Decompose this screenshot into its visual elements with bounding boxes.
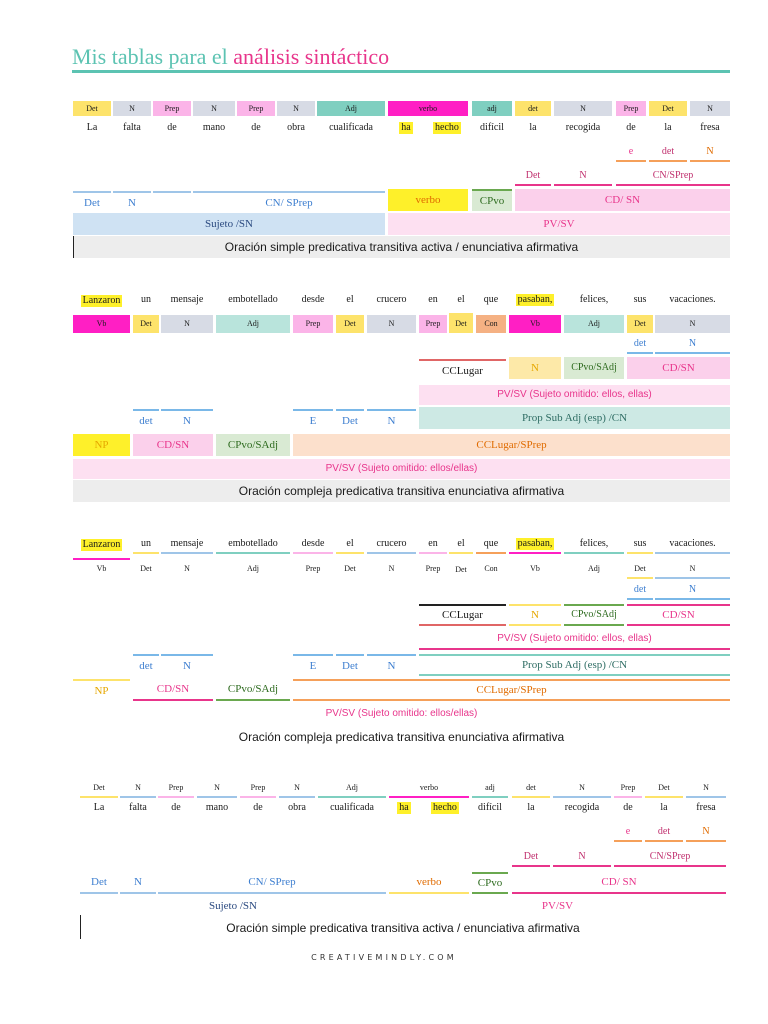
tag-cell: Prep	[419, 315, 447, 333]
analysis-cell: CD/SN	[133, 434, 213, 456]
analysis-cell: Det	[515, 168, 551, 186]
word-cell: cualificada	[329, 122, 373, 133]
analysis-cell: det	[645, 824, 683, 842]
tag-cell: N	[193, 101, 235, 116]
tag-cell: N	[388, 564, 395, 573]
footer-brand: CREATIVEMINDLY.COM	[311, 953, 457, 962]
word-cell: el	[346, 294, 354, 305]
tag-cell: Vb	[509, 315, 561, 333]
word-cell: Lanzaron	[73, 532, 130, 560]
word-cell: en	[428, 294, 438, 305]
tag-cell: Det	[140, 564, 152, 573]
analysis-cell: CPvo/SAdj	[564, 357, 624, 379]
analysis-cell: N	[161, 654, 213, 676]
title-plain: Mis tablas para el	[72, 44, 234, 69]
analysis-cell: verbo	[388, 189, 468, 211]
analysis-cell: CN/ SPrep	[193, 191, 385, 213]
word-cell: fresa	[700, 122, 720, 133]
tag-cell: Det	[344, 564, 356, 573]
tag-cell: Det	[627, 561, 653, 579]
word-cell: falta	[123, 122, 141, 133]
word-cell: recogida	[564, 802, 600, 813]
analysis-cell: det	[133, 654, 159, 676]
word-cell: pasaban,	[517, 294, 553, 305]
word-cell: obra	[287, 122, 305, 133]
word-cell: de	[626, 122, 636, 133]
analysis-cell: CN/SPrep	[614, 849, 726, 867]
word-cell: felices,	[564, 536, 624, 554]
tag-cell: Det	[336, 315, 364, 333]
tag-cell: adj	[472, 780, 508, 798]
word-cell: que	[476, 536, 506, 554]
analysis-cell: N	[686, 824, 726, 842]
word-cell: de	[167, 122, 177, 133]
tag-cell: Prep	[425, 564, 441, 573]
tag-cell: det	[512, 780, 550, 798]
analysis-cell: N	[655, 582, 730, 600]
analysis-cell: N	[690, 144, 730, 162]
tag-cell: N	[161, 315, 213, 333]
analysis-cell: Det	[336, 654, 364, 676]
word-cell: pasaban,	[509, 536, 561, 554]
analysis-cell: N	[161, 409, 213, 431]
tag-cell: N	[553, 780, 611, 798]
word-cell: crucero	[367, 536, 416, 554]
tag-cell: Det	[627, 315, 653, 333]
analysis-cell: N	[554, 168, 612, 186]
analysis-cell: N	[367, 654, 416, 676]
word-cell: en	[419, 536, 447, 554]
word-cell: el	[449, 536, 473, 554]
word-cell: hecho	[435, 122, 459, 133]
word-cell: el	[457, 294, 465, 305]
sentence-type: Oración simple predicativa transitiva activa / enunciativa afirmativa	[226, 921, 580, 935]
word-cell: sus	[627, 536, 653, 554]
tag-cell: Adj	[318, 780, 386, 798]
tag-cell: Prep	[305, 564, 321, 573]
analysis-cell: E	[293, 654, 333, 676]
word-cell: vacaciones.	[669, 294, 716, 305]
tag-cell: Adj	[317, 101, 385, 116]
tag-cell: N	[279, 780, 315, 798]
analysis-cell: CPvo/SAdj	[216, 679, 290, 701]
analysis-cell: CN/SPrep	[616, 168, 730, 186]
analysis-cell: det	[627, 336, 653, 354]
analysis-cell: CD/SN	[133, 679, 213, 701]
tag-cell: Prep	[240, 780, 276, 798]
analysis-cell: N	[367, 409, 416, 431]
tag-cell: Det	[455, 564, 467, 574]
word-cell: que	[483, 294, 499, 305]
word-cell: desde	[301, 294, 325, 305]
word-cell: La	[93, 802, 105, 813]
page-title	[72, 44, 389, 70]
tag-cell: Vb	[530, 564, 540, 573]
analysis-cell: N	[120, 872, 156, 894]
tag-cell: Prep	[293, 315, 333, 333]
tag-cell: verbo	[388, 101, 468, 116]
sentence-type: Oración compleja predicativa transitiva enunciativa afirmativa	[238, 730, 565, 744]
word-cell: hecho	[433, 802, 457, 813]
analysis-cell: det	[627, 582, 653, 600]
word-cell: vacaciones.	[655, 536, 730, 554]
word-cell: la	[527, 802, 535, 813]
tag-cell: N	[655, 315, 730, 333]
tag-cell: Det	[80, 780, 118, 798]
analysis-cell: E	[293, 409, 333, 431]
word-cell: difícil	[478, 802, 502, 813]
tag-cell: Det	[449, 313, 473, 333]
analysis-cell: CPvo	[472, 189, 512, 211]
tag-cell: N	[197, 780, 237, 798]
word-cell: la	[529, 122, 537, 133]
analysis-cell: CD/ SN	[512, 872, 726, 894]
analysis-cell: Det	[512, 849, 550, 867]
word-cell: fresa	[696, 802, 716, 813]
word-cell: cualificada	[330, 802, 374, 813]
analysis-cell: CD/ SN	[515, 189, 730, 211]
tag-cell: N	[554, 101, 612, 116]
tag-cell: N	[655, 561, 730, 579]
analysis-cell: Det	[73, 191, 111, 213]
tag-cell: Adj	[588, 564, 600, 573]
tag-cell: N	[367, 315, 416, 333]
analysis-cell: PV/SV (Sujeto omitido: ellos/ellas)	[325, 708, 478, 719]
word-cell: un	[133, 536, 159, 554]
word-cell: la	[660, 802, 668, 813]
tag-cell: N	[113, 101, 151, 116]
word-cell: obra	[288, 802, 306, 813]
tag-cell: Con	[476, 315, 506, 333]
analysis-cell: CCLugar/SPrep	[293, 434, 730, 456]
tag-cell: Adj	[564, 315, 624, 333]
analysis-cell: PV/SV (Sujeto omitido: ellos, ellas)	[419, 630, 730, 650]
word-cell: el	[336, 536, 364, 554]
tag-cell: adj	[472, 101, 512, 116]
analysis-cell: Prop Sub Adj (esp) /CN	[419, 654, 730, 676]
analysis-cell: det	[133, 409, 159, 431]
analysis-cell: CD/SN	[627, 604, 730, 626]
analysis-cell: CN/ SPrep	[158, 872, 386, 894]
word-cell: un	[141, 294, 151, 305]
analysis-cell: PV/SV (Sujeto omitido: ellos, ellas)	[419, 385, 730, 405]
divider	[73, 236, 74, 258]
tag-cell: N	[686, 780, 726, 798]
word-cell: felices,	[579, 294, 609, 305]
analysis-cell: verbo	[389, 872, 469, 894]
word-cell: mensaje	[161, 536, 213, 554]
analysis-cell: PV/SV	[388, 213, 730, 235]
word-cell: de	[251, 122, 261, 133]
analysis-cell: CCLugar/SPrep	[293, 679, 730, 701]
analysis-cell: Det	[80, 872, 118, 894]
analysis-cell: N	[113, 191, 151, 213]
tag-cell: verbo	[389, 780, 469, 798]
tag-cell: Det	[645, 780, 683, 798]
analysis-cell: N	[509, 604, 561, 626]
analysis-cell: Det	[336, 409, 364, 431]
title-highlight: análisis sintáctico	[233, 44, 390, 69]
title-rule	[72, 70, 730, 73]
tag-cell: Vb	[73, 315, 130, 333]
analysis-cell: CCLugar	[419, 359, 506, 381]
word-cell: Lanzaron	[82, 295, 121, 306]
word-cell: ha	[399, 802, 409, 813]
analysis-cell: NP	[73, 679, 130, 701]
analysis-cell: e	[614, 824, 642, 842]
tag-cell: det	[515, 101, 551, 116]
analysis-cell-empty	[153, 191, 191, 213]
word-cell: de	[253, 802, 263, 813]
tag-cell: Prep	[614, 780, 642, 798]
tag-cell: N	[277, 101, 315, 116]
word-cell: La	[86, 122, 98, 133]
word-cell: embotellado	[228, 294, 278, 305]
analysis-cell: N	[655, 336, 730, 354]
analysis-cell: NP	[73, 434, 130, 456]
word-cell: ha	[401, 122, 411, 133]
word-cell: desde	[293, 536, 333, 554]
tag-cell: N	[690, 101, 730, 116]
word-cell: falta	[129, 802, 147, 813]
sentence-type: Oración compleja predicativa transitiva enunciativa afirmativa	[73, 480, 730, 502]
analysis-cell: CPvo/SAdj	[216, 434, 290, 456]
tag-cell: Prep	[153, 101, 191, 116]
tag-cell: Det	[73, 101, 111, 116]
analysis-cell: CPvo/SAdj	[564, 604, 624, 626]
analysis-cell: N	[509, 357, 561, 379]
tag-cell: Vb	[96, 564, 107, 573]
tag-cell: Det	[133, 315, 159, 333]
analysis-cell: Prop Sub Adj (esp) /CN	[419, 407, 730, 429]
word-cell: recogida	[565, 122, 601, 133]
analysis-cell: PV/SV (Sujeto omitido: ellos/ellas)	[73, 459, 730, 479]
analysis-cell: CPvo	[472, 872, 508, 894]
tag-cell: N	[184, 564, 190, 573]
word-cell: de	[623, 802, 633, 813]
word-cell: la	[664, 122, 672, 133]
tag-cell: Con	[484, 564, 498, 573]
tag-cell: Prep	[158, 780, 194, 798]
tag-cell: Prep	[616, 101, 646, 116]
analysis-cell: e	[616, 144, 646, 162]
tag-cell: N	[120, 780, 156, 798]
word-cell: mano	[205, 802, 229, 813]
analysis-cell: PV/SV	[541, 899, 574, 912]
analysis-cell: Sujeto /SN	[209, 899, 257, 912]
tag-cell: Adj	[247, 564, 259, 573]
divider	[80, 915, 81, 939]
analysis-cell: Sujeto /SN	[73, 213, 385, 235]
analysis-cell: CCLugar	[419, 604, 506, 626]
word-cell: sus	[633, 294, 647, 305]
analysis-cell: CD/SN	[627, 357, 730, 379]
word-cell: mensaje	[170, 294, 204, 305]
word-cell: crucero	[376, 294, 407, 305]
sentence-type: Oración simple predicativa transitiva activa / enunciativa afirmativa	[73, 236, 730, 258]
analysis-cell: det	[649, 144, 687, 162]
word-cell: difícil	[480, 122, 504, 133]
word-cell: embotellado	[216, 536, 290, 554]
word-cell: de	[171, 802, 181, 813]
tag-cell: Adj	[216, 315, 290, 333]
word-cell: mano	[202, 122, 226, 133]
analysis-cell: N	[553, 849, 611, 867]
tag-cell: Prep	[237, 101, 275, 116]
tag-cell: Det	[649, 101, 687, 116]
